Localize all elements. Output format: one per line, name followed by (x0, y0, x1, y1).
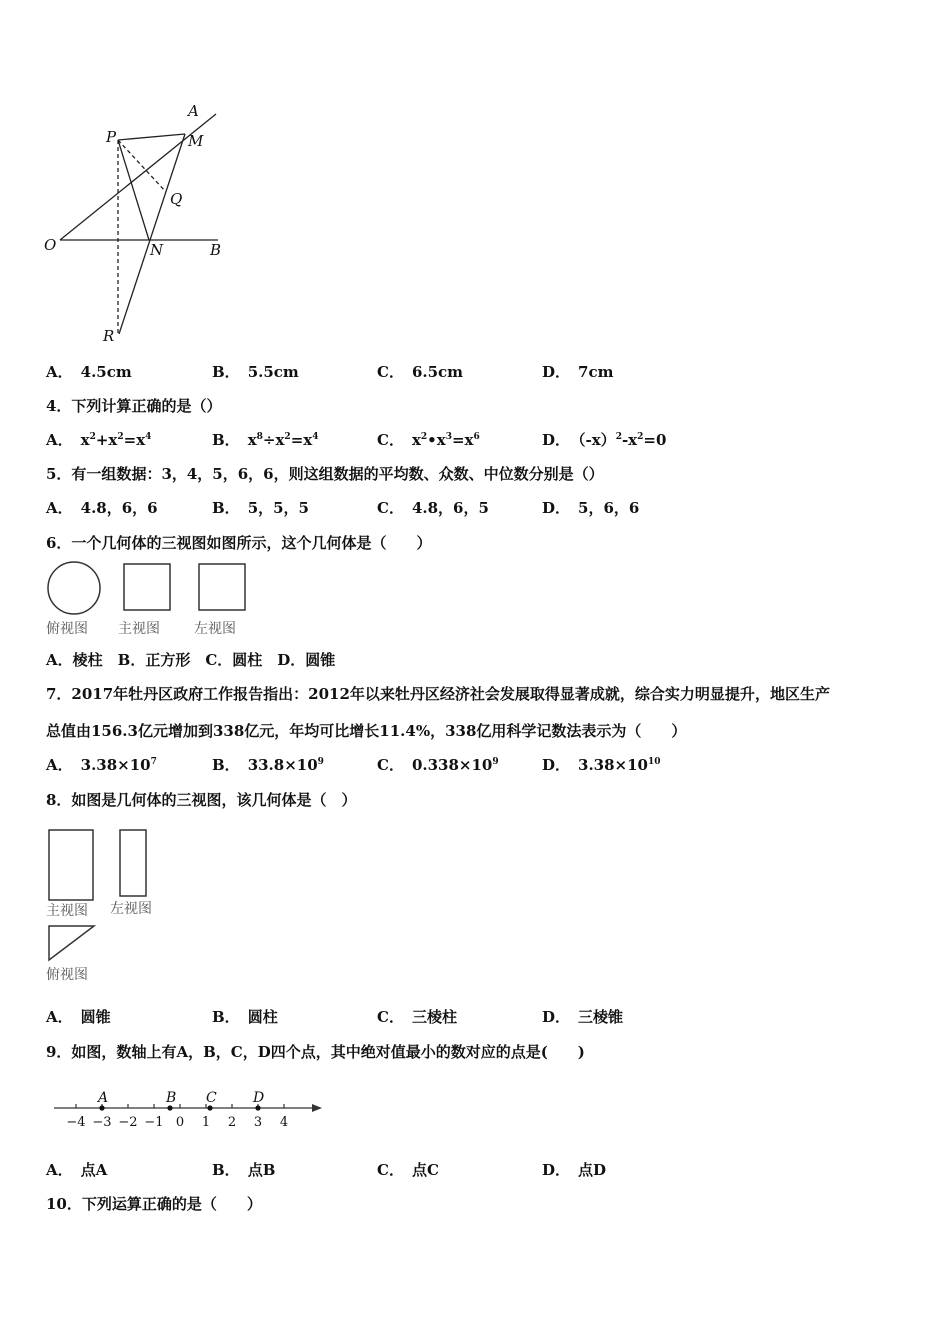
q9-option-d[interactable]: D． 点D (542, 1161, 607, 1179)
q6-front-view-square (124, 564, 170, 610)
label-R: R (103, 327, 115, 345)
label-O: O (44, 236, 57, 254)
q8-option-a[interactable]: A． 圆锥 (46, 1008, 111, 1026)
q6-left-view-square (199, 564, 245, 610)
number-line-tick-label: 3 (253, 1115, 263, 1130)
q3-option-d[interactable]: D． 7cm (542, 363, 614, 381)
q7-stem-line2: 总值由156.3亿元增加到338亿元，年均可比增长11.4%，338亿用科学记数法表示为（ ） (46, 722, 687, 740)
label-A: A (188, 102, 199, 120)
q7-option-c[interactable]: C． $0.338\times 10^9$ (377, 756, 499, 774)
q4-option-a[interactable]: A． $x^2+x^2=x^4$ (46, 431, 152, 449)
number-line-arrow-icon (312, 1104, 322, 1112)
q6-options[interactable]: A．棱柱 B．正方形 C．圆柱 D．圆锥 (46, 651, 336, 669)
q6-top-view-circle (48, 562, 100, 614)
point-D-dot (255, 1105, 260, 1110)
point-A-label: A (98, 1090, 109, 1106)
point-C-label: C (206, 1090, 217, 1106)
q6-three-views (44, 560, 254, 620)
q5-option-a[interactable]: A． 4.8，6，6 (46, 499, 158, 517)
point-C-dot (207, 1105, 212, 1110)
q8-caption-left-view: 左视图 (110, 901, 152, 917)
q8-caption-front-view: 主视图 (46, 903, 88, 919)
q7-option-b[interactable]: B． $33.8\times 10^9$ (212, 756, 324, 774)
segment-PM (118, 134, 185, 140)
q5-option-b[interactable]: B． 5，5，5 (212, 499, 309, 517)
q9-option-b[interactable]: B． 点B (212, 1161, 276, 1179)
q8-option-d[interactable]: D． 三棱锥 (542, 1008, 624, 1026)
number-line-tick-label: 1 (201, 1115, 211, 1130)
q10-stem: 10．下列运算正确的是（ ） (46, 1195, 262, 1213)
q4-option-c[interactable]: C． $x^2•x^3=x^6$ (377, 431, 480, 449)
dashed-PQ (118, 140, 166, 192)
q4-option-b[interactable]: B． $x^8\div x^2=x^4$ (212, 431, 319, 449)
q6-caption-left-view: 左视图 (194, 621, 236, 637)
q7-option-d[interactable]: D． $3.38\times 10^{10}$ (542, 756, 661, 774)
point-D-label: D (253, 1090, 265, 1106)
q6-stem: 6．一个几何体的三视图如图所示，这个几何体是（ ） (46, 534, 432, 552)
q6-caption-top-view: 俯视图 (46, 621, 88, 637)
q9-stem: 9．如图，数轴上有A，B，C，D四个点，其中绝对值最小的数对应的点是( ) (46, 1043, 585, 1061)
label-Q: Q (170, 190, 183, 208)
q6-caption-front-view: 主视图 (118, 621, 160, 637)
q5-option-d[interactable]: D． 5，6，6 (542, 499, 640, 517)
segment-MR (119, 134, 185, 334)
label-N: N (150, 241, 164, 259)
q4-option-d[interactable]: D． $(-x)^2-x^2=0$ (542, 431, 667, 449)
q8-stem: 8．如图是几何体的三视图，该几何体是（ ） (46, 791, 357, 809)
q8-option-b[interactable]: B． 圆柱 (212, 1008, 278, 1026)
q3-geometry-figure (40, 100, 240, 350)
q4-stem: 4．下列计算正确的是（） (46, 397, 222, 415)
q8-option-c[interactable]: C． 三棱柱 (377, 1008, 457, 1026)
q3-option-c[interactable]: C． 6.5cm (377, 363, 464, 381)
number-line-tick-label: −2 (118, 1115, 138, 1130)
q5-stem: 5．有一组数据：3，4，5，6，6，则这组数据的平均数、众数、中位数分别是（） (46, 465, 604, 483)
q7-option-a[interactable]: A． $3.38\times 10^7$ (46, 756, 157, 774)
point-A-dot (99, 1105, 104, 1110)
q8-top-view-triangle (49, 926, 94, 960)
q8-left-view-rect (120, 830, 146, 896)
number-line-tick-label: −1 (144, 1115, 164, 1130)
q8-front-view-rect (49, 830, 93, 900)
q5-option-c[interactable]: C． 4.8，6，5 (377, 499, 489, 517)
label-B: B (210, 241, 222, 259)
number-line-tick-label: −4 (66, 1115, 86, 1130)
label-M: M (188, 132, 204, 150)
q9-number-line (50, 1088, 330, 1134)
number-line-tick-label: 4 (279, 1115, 289, 1130)
number-line-tick-label: 0 (175, 1115, 185, 1130)
q9-option-c[interactable]: C． 点C (377, 1161, 439, 1179)
q9-option-a[interactable]: A． 点A (46, 1161, 108, 1179)
number-line-tick-label: −3 (92, 1115, 112, 1130)
q3-option-a[interactable]: A． 4.5cm (46, 363, 132, 381)
number-line-tick-label: 2 (227, 1115, 237, 1130)
label-P: P (106, 128, 117, 146)
q3-option-b[interactable]: B． 5.5cm (212, 363, 299, 381)
q7-stem-line1: 7．2017年牡丹区政府工作报告指出：2012年以来牡丹区经济社会发展取得显著成就，综合实力明显提升，地区生产 (46, 685, 830, 703)
point-B-label: B (166, 1090, 177, 1106)
q8-caption-top-view: 俯视图 (46, 967, 88, 983)
point-B-dot (167, 1105, 172, 1110)
